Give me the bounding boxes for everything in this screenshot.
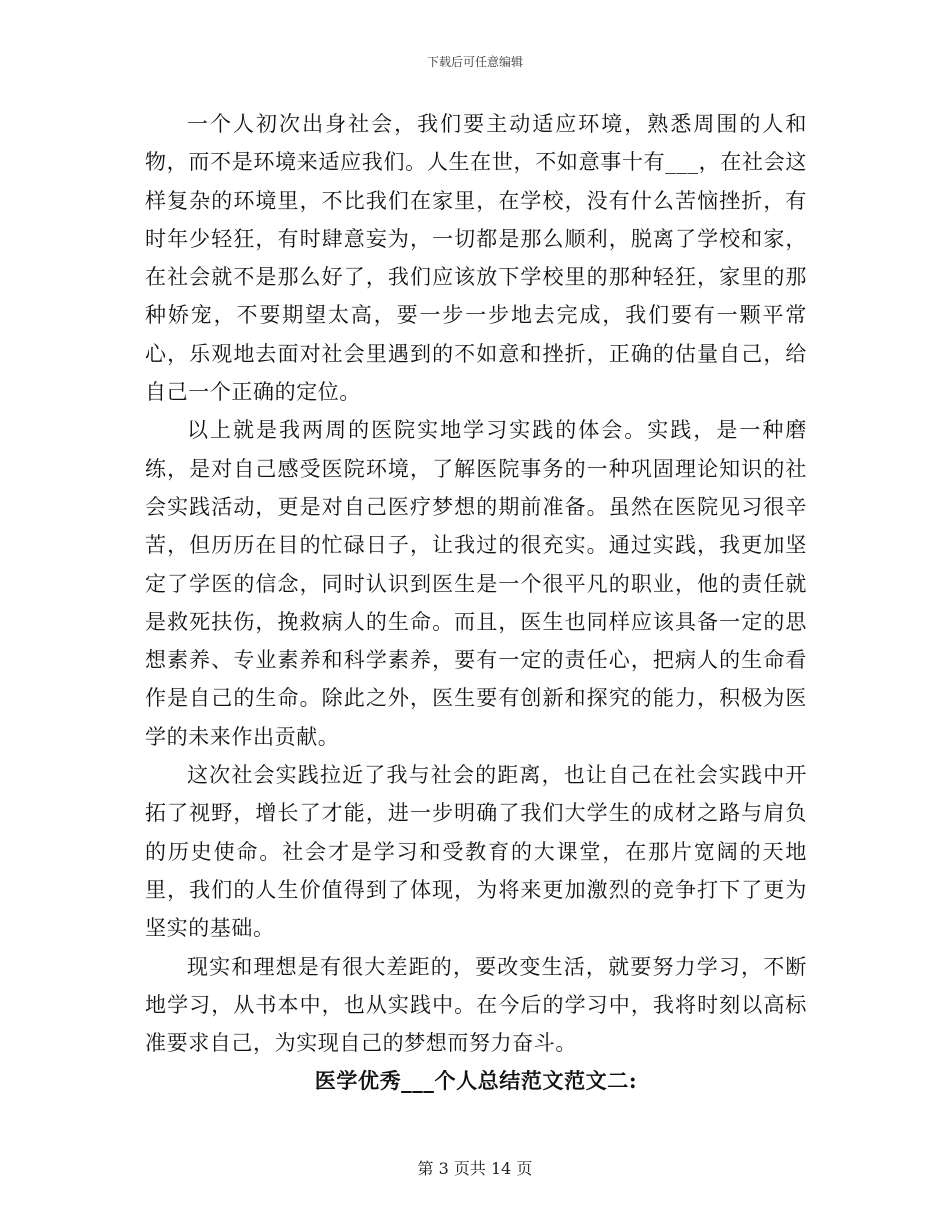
page-footer: 第 3 页共 14 页: [417, 1159, 533, 1178]
paragraph-3: 这次社会实践拉近了我与社会的距离，也让自己在社会实践中开拓了视野，增长了才能，进一步明确了我们大学生的成材之路与肩负的历史使命。社会才是学习和受教育的大课堂，在那片宽阔的天地里，我们的人生价值得到了体现，为将来更加激烈的竞争打下了更为坚实的基础。: [145, 763, 807, 941]
document-body: [145, 105, 807, 1101]
paragraph-1: 一个人初次出身社会，我们要主动适应环境，熟悉周围的人和物，而不是环境来适应我们。人生在世，不如意事十有___，在社会这样复杂的环境里，不比我们在家里，在学校，没有什么苦恼挫折，有时年少轻狂，有时肆意妄为，一切都是那么顺利，脱离了学校和家，在社会就不是那么好了，我们应该放下学校里的那种轻狂，家里的那种娇宠，不要期望太高，要一步一步地去完成，我们要有一颗平常心，乐观地去面对社会里遇到的不如意和挫折，正确的估量自己，给自己一个正确的定位。: [145, 112, 807, 405]
section-heading: 医学优秀___个人总结范文范文二:: [314, 1068, 638, 1094]
paragraph-2: 以上就是我两周的医院实地学习实践的体会。实践，是一种磨练，是对自己感受医院环境，了解医院事务的一种巩固理论知识的社会实践活动，更是对自己医疗梦想的期前准备。虽然在医院见习很辛苦，但历历在目的忙碌日子，让我过的很充实。通过实践，我更加坚定了学医的信念，同时认识到医生是一个很平凡的职业，他的责任就是救死扶伤，挽救病人的生命。而且，医生也同样应该具备一定的思想素养、专业素养和科学素养，要有一定的责任心，把病人的生命看作是自己的生命。除此之外，医生要有创新和探究的能力，积极为医学的未来作出贡献。: [145, 418, 807, 749]
page-header: 下载后可任意编辑: [426, 55, 523, 69]
paragraph-4: 现实和理想是有很大差距的，要改变生活，就要努力学习，不断地学习，从书本中，也从实践中。在今后的学习中，我将时刻以高标准要求自己，为实现自己的梦想而努力奋斗。: [145, 954, 807, 1056]
